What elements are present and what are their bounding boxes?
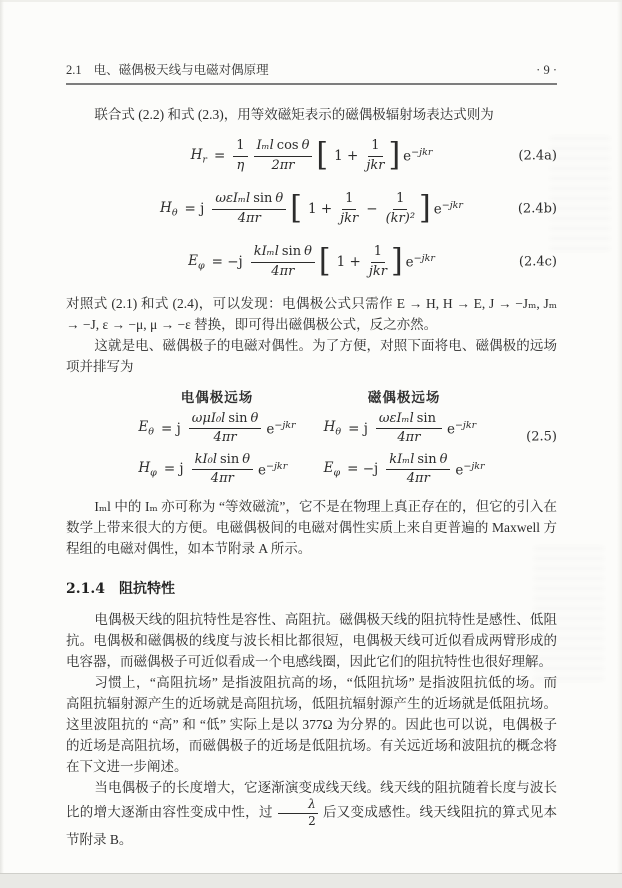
eq-lhs: $H_\theta$ (323, 419, 342, 439)
paragraph-impedance-1: 电偶极天线的阻抗特性是容性、高阻抗。磁偶极天线的阻抗特性是感性、低阻抗。电偶极和磁偶极的线度与波长相比都很短，电偶极天线可近似看成两臂形成的电容器，而磁偶极子可近似看成一个电感线圈，因此它们的阻抗特性也很好理解。 (66, 612, 557, 669)
eq-lhs: $E_\varphi$ (188, 252, 205, 272)
paragraph-equivalent-current: Iₘl 中的 Iₘ 亦可称为 “等效磁流”，它不是在物理上真正存在的，但它的引入在数学上带来很大的方便。电磁偶极间的电磁对偶性实质上来自更普遍的 Maxwell 方程组的电磁对偶性，如本节附录 A 所示。 (66, 499, 557, 556)
wire-text-after: 后又变成感性。线天线阻抗的算式见本节附录 B。 (66, 804, 558, 847)
equation-body (186, 244, 437, 280)
header-rule (66, 83, 557, 85)
equation-2-4b (66, 187, 557, 231)
eq-exponential: $e^{-jkr}$ (455, 460, 485, 478)
eq-left-bracket: [ (316, 137, 329, 174)
eq-fraction: $\frac{1}{\eta}$ (233, 138, 247, 174)
equation-2-4c (66, 240, 557, 284)
eq-fraction: $\frac{1}{\text{jkr}}$ (340, 191, 359, 226)
eq-fraction: kIₘl sin θ 4πr (251, 244, 315, 280)
eq-inner-term: 1 + (307, 201, 333, 217)
paragraph-intro: 联合式 (2.2) 和式 (2.3)，用等效磁矩表示的磁偶极辐射场表达式则为 (94, 107, 494, 122)
eq-lhs: $H_r$ (190, 146, 207, 166)
equation-e-phi (322, 452, 487, 488)
eq-exponential: $e^{-jkr}$ (405, 253, 435, 271)
equation-label: (2.4a) (518, 148, 557, 164)
scan-strip-bottom (0, 873, 622, 888)
equation-label: (2.4b) (517, 201, 557, 217)
eq-relation: = j (163, 461, 184, 478)
paragraph-impedance-2: 习惯上，“高阻抗场” 是指波阻抗高的场，“低阻抗场” 是指波阻抗低的场。而高阻抗辐射源产生的近场就是高阻抗场，低阻抗辐射源产生的近场就是低阻抗场。这里波阻抗的 “高” 和 “低” 实际上是以 377Ω 为分界的。因此也可以说，电偶极子的近场是高阻抗场，而磁偶极子的近场是低阻抗场。有关远近场和波阻抗的概念将在下文进一步阐述。 (66, 675, 557, 774)
scan-edge-left (0, 0, 4, 888)
eq-fraction: ωεIₘl sin 4πr (376, 411, 442, 447)
eq-fraction: $\frac{1}{\text{(kr)²}}$ (385, 191, 416, 226)
eq-fraction: $\frac{1}{\text{jkr}}$ (368, 244, 387, 279)
eq-left-bracket: [ (318, 243, 331, 280)
equation-label: (2.5) (526, 429, 557, 444)
column-header-electric-dipole: 电偶极远场 (180, 390, 254, 405)
equation-2-5 (66, 386, 557, 487)
eq-lhs: $H_\varphi$ (138, 459, 157, 479)
inline-fraction-lambda-over-2: $\frac{\lambda}{2}$ (278, 798, 318, 829)
eq-relation: = j (160, 420, 181, 437)
column-header-magnetic-dipole: 磁偶极远场 (367, 390, 441, 405)
subsection-number: 2.1.4 (66, 581, 105, 597)
eq-relation: = j (348, 420, 368, 437)
equation-2-4a (66, 134, 557, 178)
eq-right-bracket: ] (388, 137, 401, 174)
equation-body (189, 138, 435, 174)
eq-inner-term: 1 + (336, 254, 361, 270)
subsection-heading-2-1-4 (66, 578, 557, 598)
eq-exponential: $e^{-jkr}$ (403, 147, 433, 165)
running-header-title (66, 60, 269, 78)
eq-inner-term: 1 + (334, 148, 359, 164)
header-section-number: 2.1 (66, 63, 82, 77)
bleed-through-artifact (550, 130, 610, 250)
eq-lhs: $H_\theta$ (160, 199, 178, 219)
eq-exponential: $e^{-jkr}$ (258, 460, 288, 478)
eq-fraction: kI₀l sin θ 4πr (192, 452, 253, 488)
eq-left-bracket: [ (290, 190, 302, 227)
eq-exponential: $e^{-jkr}$ (433, 200, 463, 218)
equation-e-theta (136, 411, 297, 447)
eq-minus-operator: − (366, 201, 378, 217)
eq-fraction: $\frac{1}{\text{jkr}}$ (366, 138, 385, 173)
eq-right-bracket: ] (390, 243, 403, 280)
eq-relation: = −j (347, 461, 379, 478)
eq-lhs: $E_\theta$ (138, 419, 154, 439)
equation-h-phi (136, 452, 289, 488)
eq-exponential: $e^{-jkr}$ (266, 420, 296, 438)
wire-text-before: 当电偶极子的长度增大，它逐渐演变成线天线。线天线的阻抗随着长度与波长比的增大逐渐由容性变成中性，过 (66, 780, 557, 820)
eq-fraction: Iₘl cos θ 2πr (254, 138, 313, 174)
page-number: · 9 · (536, 63, 557, 77)
header-section-title: 电、磁偶极天线与电磁对偶原理 (93, 63, 269, 77)
eq-right-bracket: ] (419, 190, 431, 227)
page-content (66, 0, 557, 850)
eq-exponential: $e^{-jkr}$ (446, 420, 477, 438)
scan-edge-right (617, 0, 622, 888)
paragraph-duality: 对照式 (2.1) 和式 (2.4)，可以发现：电偶极公式只需作 E → H, H → E, J → −Jₘ, Jₘ → −J, ε → −μ, μ → −ε 替换，即可得出磁偶极公式，反之亦然。 (66, 296, 557, 332)
eq-fraction: kIₘl sin θ 4πr (386, 452, 450, 488)
eq-lhs: $E_\varphi$ (323, 459, 341, 479)
paragraph-farfield-intro: 这就是电、磁偶极子的电磁对偶性。为了方便，对照下面将电、磁偶极的远场项并排写为 (66, 338, 557, 374)
paragraph-wire-antenna (66, 777, 557, 850)
farfield-comparison-table (136, 386, 486, 487)
equation-body (158, 191, 465, 227)
equation-h-theta (322, 411, 479, 447)
subsection-title: 阻抗特性 (118, 582, 175, 597)
eq-fraction: ωεIₘl sin θ 4πr (212, 191, 286, 227)
eq-relation: = j (184, 201, 205, 217)
equation-label: (2.4c) (518, 254, 557, 270)
eq-relation: = (213, 148, 226, 164)
running-header (66, 60, 557, 78)
eq-fraction: ωμI₀l sin θ 4πr (189, 411, 262, 447)
eq-relation: = −j (211, 254, 243, 270)
